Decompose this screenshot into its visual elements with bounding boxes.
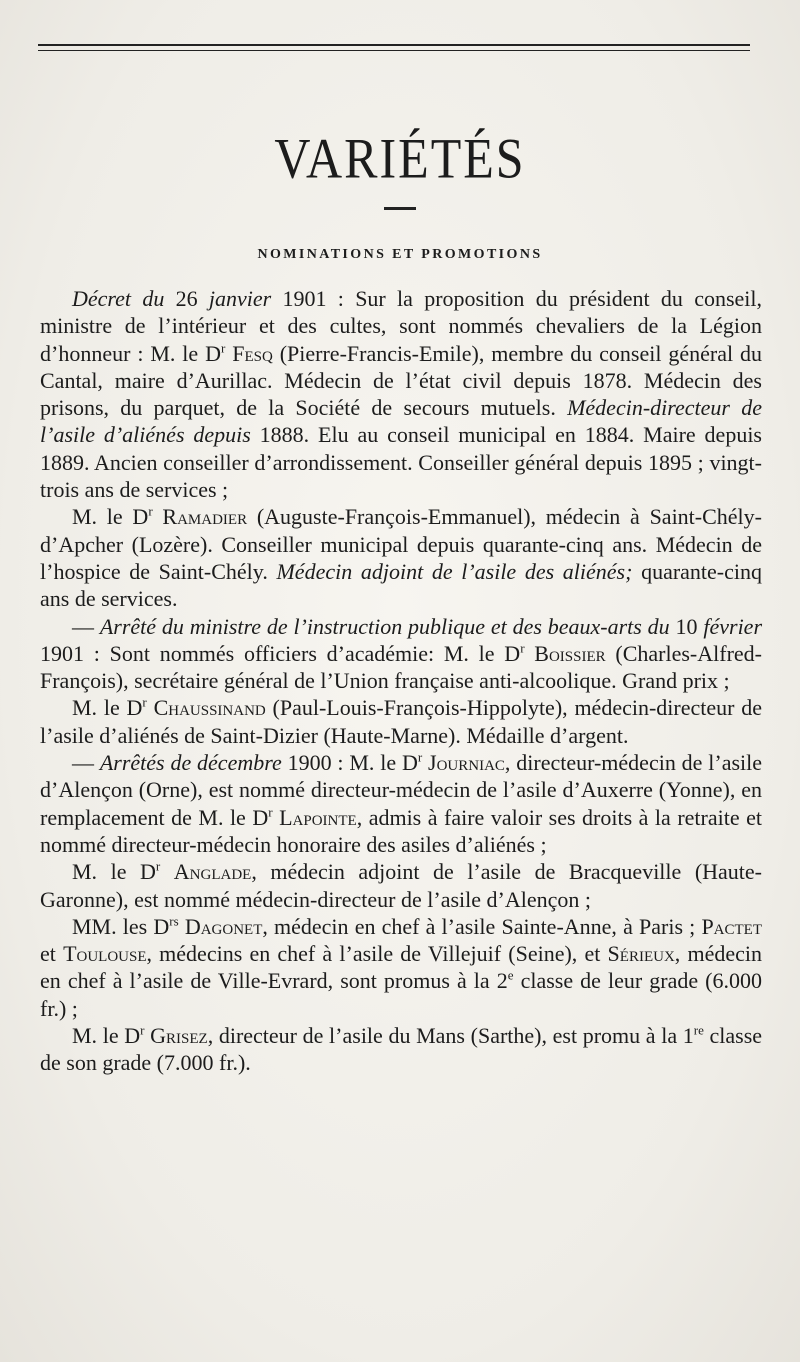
text-run: r xyxy=(148,504,153,520)
text-run: et xyxy=(40,941,64,967)
text-run xyxy=(147,695,154,720)
text-run: MM. les D xyxy=(72,913,170,939)
text-run: r xyxy=(220,340,226,356)
person-name: Ramadier xyxy=(162,504,248,530)
text-run: re xyxy=(693,1022,704,1038)
text-run: — xyxy=(72,613,100,639)
text-run: (Charles-Alfred-François), secrétaire général de l’Union française anti-alcoolique. Grand prix ; xyxy=(40,640,762,694)
top-double-rule-thin xyxy=(38,50,750,51)
italic-text: février xyxy=(703,613,763,639)
italic-text: Décret du xyxy=(72,286,165,311)
person-name: Grisez xyxy=(150,1023,208,1049)
text-run: 10 xyxy=(669,613,704,639)
title-underline-dash xyxy=(384,207,416,210)
text-run xyxy=(525,641,535,666)
text-run: , médecin en chef à l’asile de Ville-Evrard, sont promus à la 2 xyxy=(40,941,762,994)
page-title: VARIÉTÉS xyxy=(274,125,526,191)
italic-text: Arrêtés de décembre xyxy=(99,750,282,776)
text-run: — xyxy=(72,750,100,776)
text-run: r xyxy=(520,640,525,656)
text-run: 1901 : Sur la proposition du président du conseil, ministre de l’intérieur et des cultes, sont nommés chevaliers de la Légion d’honneur : M. le D xyxy=(40,286,763,366)
paragraph xyxy=(40,285,762,503)
italic-text: Arrêté du ministre de l’instruction publique et des beaux-arts du xyxy=(99,613,670,639)
section-heading: NOMINATIONS ET PROMOTIONS xyxy=(257,247,543,262)
paragraph xyxy=(40,694,762,749)
person-name: Lapointe xyxy=(279,804,357,830)
person-name: Anglade xyxy=(173,859,252,885)
text-run: , médecin en chef à l’asile Sainte-Anne, à Paris ; xyxy=(262,913,702,939)
paragraph xyxy=(40,858,762,913)
paragraph xyxy=(40,1022,762,1077)
text-run: (Auguste-François-Emmanuel), médecin à Saint-Chély-d’Apcher (Lozère). Conseiller municipal depuis quarante-cinq ans. Médecin de l’hospice de Saint-Chély. xyxy=(40,504,762,584)
text-run: , médecin adjoint de l’asile de Bracqueville (Haute-Garonne), est nommé médecin-directeur de l’asile d’Alençon ; xyxy=(40,859,763,912)
text-run: e xyxy=(507,968,514,984)
person-name: Fesq xyxy=(232,340,273,366)
person-name: Dagonet xyxy=(184,913,263,939)
text-run: classe de leur grade (6.000 fr.) ; xyxy=(40,968,762,1021)
text-run: 26 xyxy=(164,286,209,311)
article-body xyxy=(40,285,762,1077)
text-run: classe de son grade (7.000 fr.). xyxy=(40,1023,763,1076)
text-run: 1900 : M. le D xyxy=(281,750,418,776)
text-run: r xyxy=(268,804,273,820)
text-run: M. le D xyxy=(72,695,143,721)
paragraph xyxy=(40,503,762,612)
text-run: r xyxy=(155,858,161,874)
person-name: Chaussinand xyxy=(153,695,266,721)
text-run: , directeur-médecin de l’asile d’Alençon (Orne), est nommé directeur-médecin de l’asile d’Auxerre (Yonne), en remplacement de M. le D xyxy=(40,750,763,830)
text-run: M. le D xyxy=(72,1023,141,1049)
text-run xyxy=(160,859,174,884)
text-run: 1888. Elu au conseil municipal en 1884. Maire depuis 1889. Ancien conseiller d’arrondissement. Conseiller général depuis 1895 ; vingt-trois ans de services ; xyxy=(40,422,762,503)
italic-text: Médecin adjoint de l’asile des aliénés; xyxy=(276,558,633,584)
text-run: quarante-cinq ans de services. xyxy=(40,558,763,612)
text-run: (Paul-Louis-François-Hippolyte), médecin-directeur de l’asile d’aliénés de Saint-Dizier (Haute-Marne). Médaille d’argent. xyxy=(40,695,763,748)
top-double-rule xyxy=(38,44,750,46)
person-name: Sérieux xyxy=(607,941,675,967)
text-run: M. le D xyxy=(72,859,156,885)
text-run: rs xyxy=(169,913,179,929)
paragraph xyxy=(40,749,762,858)
text-run: r xyxy=(140,1022,145,1038)
text-run: (Pierre-Francis-Emile), membre du conseil général du Cantal, maire d’Aurillac. Médecin de l’état civil depuis 1878. Médecin des prisons, du parquet, de la Société de secours mutuels. xyxy=(40,340,762,421)
person-name: Toulouse xyxy=(63,941,147,967)
paragraph xyxy=(40,913,762,1022)
person-name: Pactet xyxy=(701,913,762,939)
italic-text: janvier xyxy=(208,286,272,311)
text-run: M. le D xyxy=(72,504,149,530)
person-name: Journiac xyxy=(428,750,505,776)
italic-text: Médecin-directeur de l’asile d’aliénés depuis xyxy=(40,395,762,448)
paragraph xyxy=(40,613,762,695)
text-run: r xyxy=(417,749,423,765)
text-run: , médecins en chef à l’asile de Villejuif (Seine), et xyxy=(146,941,608,967)
person-name: Boissier xyxy=(534,640,606,666)
text-run xyxy=(153,504,163,529)
text-run: , admis à faire valoir ses droits à la retraite et nommé directeur-médecin honoraire des asiles d’aliénés ; xyxy=(40,804,762,857)
text-run: r xyxy=(142,695,147,711)
text-run: , directeur de l’asile du Mans (Sarthe), est promu à la 1 xyxy=(207,1023,694,1049)
text-run: 1901 : Sont nommés officiers d’académie: M. le D xyxy=(40,640,521,666)
